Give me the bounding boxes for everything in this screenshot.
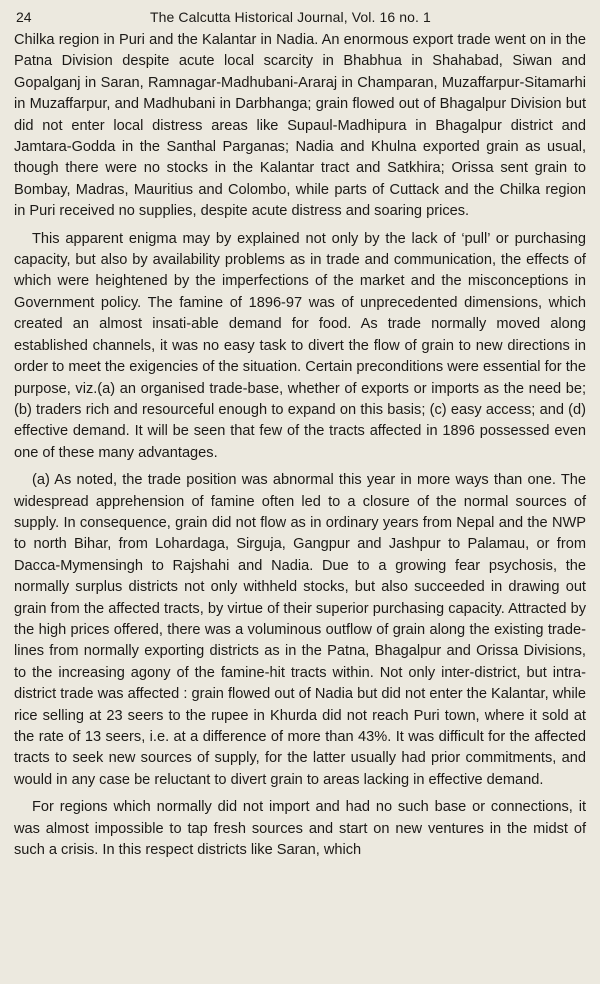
- paragraph-trade-position: (a) As noted, the trade position was abnormal this year in more ways than one. The widespread apprehension of famine often led to a closure of the normal sources of supply. In consequence, grain did not flow as in ordinary years from Nepal and the NWP to north Bihar, from Lohardaga, Sirguja, Gangpur and Jashpur to Palamau, or from Dacca-Mymensingh to Rajshahi and Nadia. Due to a growing fear psychosis, the normally surplus districts not only withheld stocks, but also succeeded in drawing out grain from the affected tracts, by virtue of their superior purchasing capacity. Attracted by the high prices offered, there was a voluminous outflow of grain along the existing trade-lines from normally exporting districts as in the Patna, Bhagalpur and Orissa Divisions, to the increasing agony of the famine-hit tracts within. Not only inter-district, but intra-district trade was affected : grain flowed out of Nadia but did not enter the Kalantar, while rice selling at 23 seers to the rupee in Khurda did not reach Puri town, where it sold at the rate of 13 seers, i.e. at a difference of more than 43%. It was difficult for the affected tracts to seek new sources of supply, for the latter usually had prior commitments, and would in any case be reluctant to divert grain to areas lacking in effective demand.: [14, 472, 586, 788]
- paragraph-enigma: This apparent enigma may by explained not only by the lack of ‘pull’ or purchasing capacity, but also by availability problems as in trade and communication, the effects of which were heightened by the imperfections of the market and the misconceptions in Government policy. The famine of 1896-97 was of unprecedented dimensions, which created an almost insati-able demand for food. As trade normally moved along established channels, it was no easy task to divert the flow of grain to new directions in order to meet the exigencies of the situation. Certain preconditions were essential for the purpose, viz.(a) an organised trade-base, whether of exports or imports as the need be; (b) traders rich and resourceful enough to expand on this basis; (c) easy access; and (d) effective demand. It will be seen that few of the tracts affected in 1896 possessed even one of these many advantages.: [14, 230, 586, 461]
- running-header: [14, 6, 586, 30]
- paragraph-continued: Chilka region in Puri and the Kalantar in Nadia. An enormous export trade went on in the Patna Division despite acute local scarcity in Bhabhua in Shahabad, Siwan and Gopalganj in Saran, Ramnagar-Madhubani-Araraj in Champaran, Muzaffarpur-Sitamarhi in Muzaffarpur, and Madhubani in Darbhanga; grain flowed out of Bhagalpur Division but did not enter local distress areas like Supaul-Madhipura in Bhagalpur district and Jamtara-Godda in the Santhal Parganas; Nadia and Khulna exported grain as usual, though there were no stocks in the Kalantar tract and Satkhira; Orissa sent grain to Bombay, Madras, Mauritius and Colombo, while parts of Cuttack and the Chilka region in Puri received no supplies, despite acute distress and soaring prices.: [14, 32, 586, 220]
- body-text: [14, 30, 586, 861]
- page-number: 24: [16, 9, 32, 25]
- paragraph-new-regions: For regions which normally did not import and had no such base or connections, it was almost impossible to tap fresh sources and start on new ventures in the midst of such a crisis. In this respect districts like Saran, which: [14, 799, 586, 859]
- journal-title: The Calcutta Historical Journal, Vol. 16 no. 1: [150, 9, 431, 25]
